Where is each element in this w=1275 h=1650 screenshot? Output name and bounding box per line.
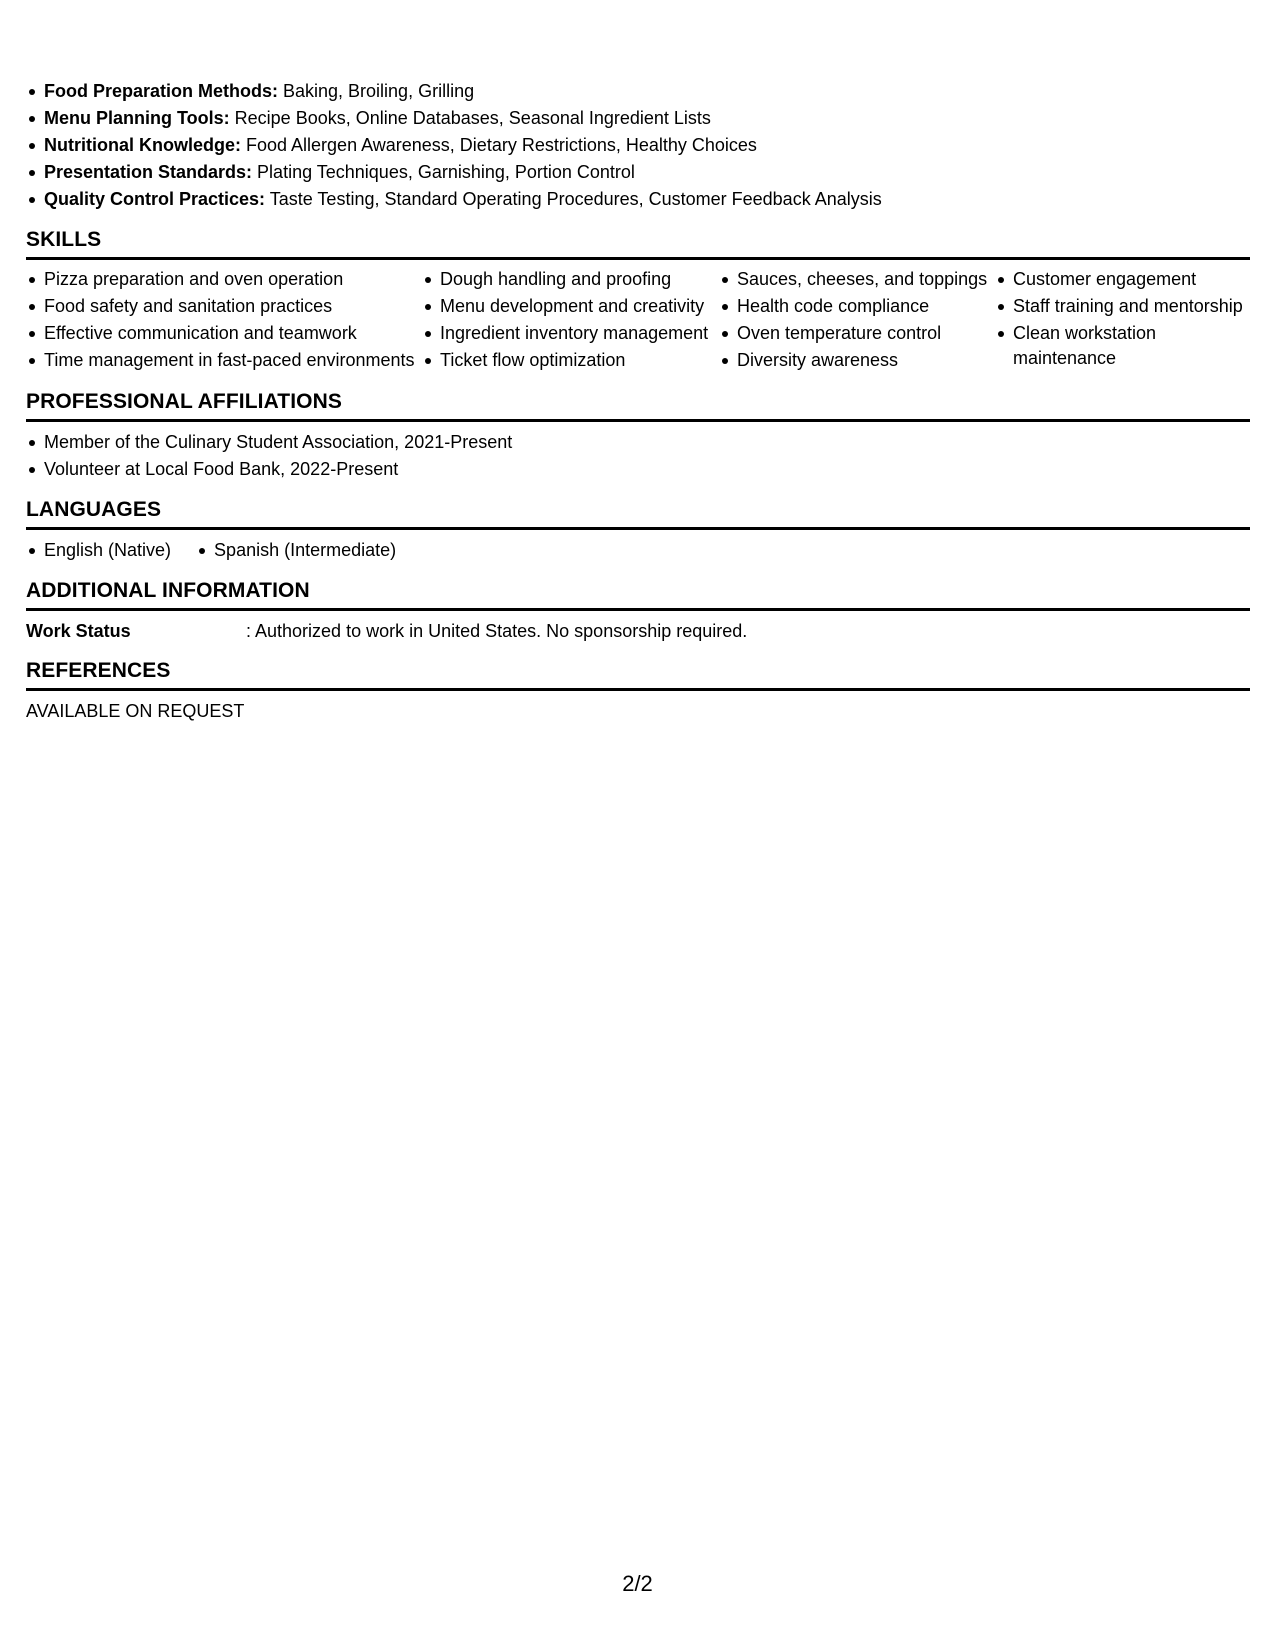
section-title: REFERENCES (26, 658, 1250, 691)
section-title: ADDITIONAL INFORMATION (26, 578, 1250, 611)
skill-item: Staff training and mentorship (995, 294, 1250, 319)
knowledge-item-label: Food Preparation Methods: (44, 81, 278, 101)
skill-item: Effective communication and teamwork (26, 321, 422, 346)
resume-page (26, 78, 1250, 724)
skill-item: Diversity awareness (719, 348, 995, 373)
skills-column (995, 267, 1250, 373)
knowledge-item-text: Baking, Broiling, Grilling (278, 81, 475, 101)
skills-section (26, 227, 1250, 375)
section-title: PROFESSIONAL AFFILIATIONS (26, 389, 1250, 422)
knowledge-item-label: Quality Control Practices: (44, 189, 266, 209)
skills-column (422, 267, 719, 375)
knowledge-item-label: Nutritional Knowledge: (44, 135, 241, 155)
additional-info-section (26, 578, 1250, 644)
knowledge-item (26, 132, 1250, 159)
skill-item: Clean workstation maintenance (995, 321, 1250, 370)
knowledge-item (26, 105, 1250, 132)
skills-column (719, 267, 995, 375)
page-number: 2/2 (622, 1571, 653, 1596)
references-section (26, 658, 1250, 724)
work-status-row (26, 618, 1250, 644)
knowledge-item-label: Menu Planning Tools: (44, 108, 230, 128)
skill-item: Menu development and creativity (422, 294, 719, 319)
language-item: Spanish (Intermediate) (196, 537, 396, 564)
skill-item: Customer engagement (995, 267, 1250, 292)
affiliation-item: Member of the Culinary Student Association, 2021-Present (26, 429, 1250, 456)
section-title: SKILLS (26, 227, 1250, 260)
knowledge-item-text: Recipe Books, Online Databases, Seasonal Ingredient Lists (229, 108, 711, 128)
affiliation-item: Volunteer at Local Food Bank, 2022-Present (26, 456, 1250, 483)
knowledge-item (26, 78, 1250, 105)
knowledge-list (26, 78, 1250, 213)
knowledge-item-text: Taste Testing, Standard Operating Procedures, Customer Feedback Analysis (265, 189, 882, 209)
skill-item: Ticket flow optimization (422, 348, 719, 373)
skill-item: Oven temperature control (719, 321, 995, 346)
languages-section (26, 497, 1250, 564)
skill-item: Food safety and sanitation practices (26, 294, 422, 319)
references-text: AVAILABLE ON REQUEST (26, 701, 245, 721)
work-status-label: Work Status (26, 621, 131, 641)
skill-item: Dough handling and proofing (422, 267, 719, 292)
skill-item: Sauces, cheeses, and toppings (719, 267, 995, 292)
skill-item: Ingredient inventory management (422, 321, 719, 346)
knowledge-item-text: Plating Techniques, Garnishing, Portion Control (252, 162, 635, 182)
skill-item: Time management in fast-paced environments (26, 348, 422, 373)
affiliations-section (26, 389, 1250, 483)
knowledge-item-label: Presentation Standards: (44, 162, 253, 182)
knowledge-item (26, 159, 1250, 186)
languages-list (26, 537, 1250, 564)
skill-item: Pizza preparation and oven operation (26, 267, 422, 292)
work-status-value: : Authorized to work in United States. No sponsorship required. (246, 621, 748, 641)
section-title: LANGUAGES (26, 497, 1250, 530)
skills-column (26, 267, 422, 375)
affiliations-list (26, 429, 1250, 483)
skill-item: Health code compliance (719, 294, 995, 319)
skills-grid (26, 267, 1250, 375)
knowledge-item (26, 186, 1250, 213)
language-item: English (Native) (26, 537, 171, 564)
knowledge-item-text: Food Allergen Awareness, Dietary Restrictions, Healthy Choices (241, 135, 757, 155)
